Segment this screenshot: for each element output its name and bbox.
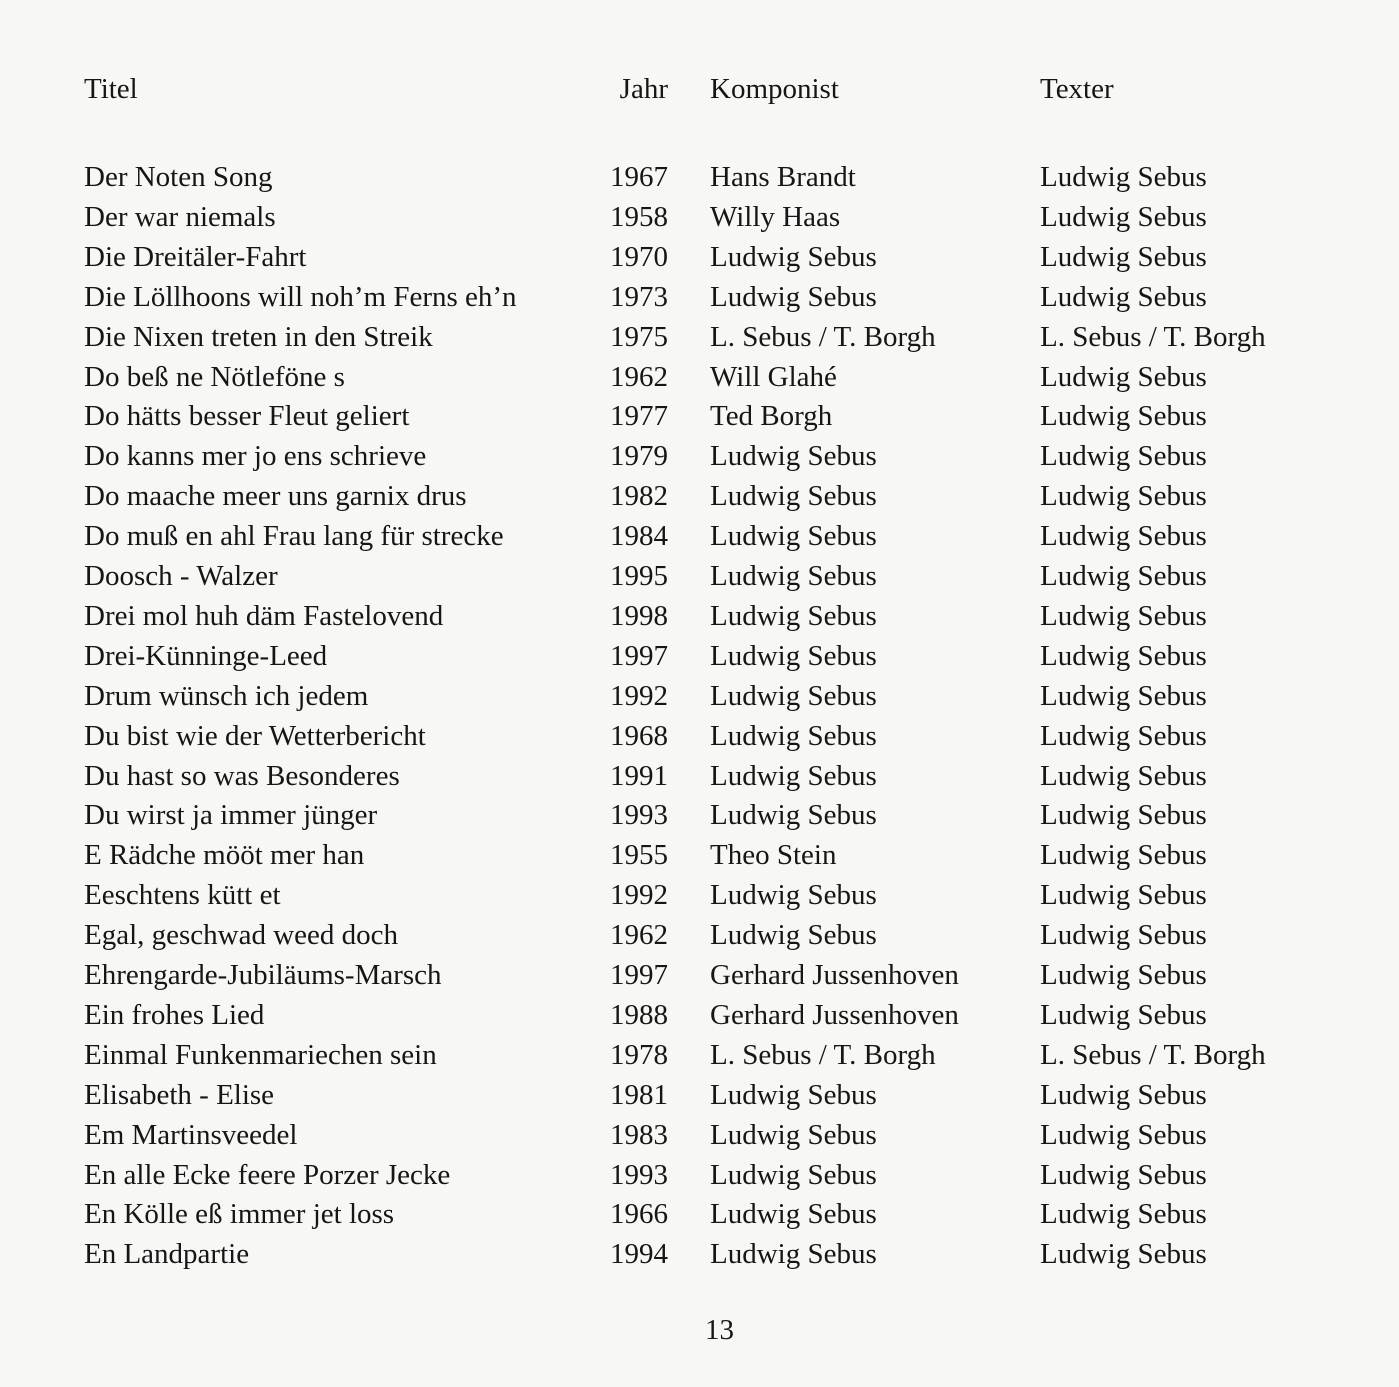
song-composer: Will Glahé — [710, 361, 837, 393]
table-row — [0, 157, 1399, 197]
song-lyricist: Ludwig Sebus — [1040, 241, 1207, 273]
song-composer: Ludwig Sebus — [710, 600, 877, 632]
song-lyricist: Ludwig Sebus — [1040, 1119, 1207, 1151]
song-composer: Gerhard Jussenhoven — [710, 959, 959, 991]
page-number-text: 13 — [705, 1314, 734, 1346]
table-row — [0, 317, 1399, 357]
song-title: Einmal Funkenmariechen sein — [84, 1039, 437, 1071]
header-lyricist: Texter — [1040, 73, 1114, 105]
song-lyricist: Ludwig Sebus — [1040, 480, 1207, 512]
song-composer: L. Sebus / T. Borgh — [710, 1039, 936, 1071]
song-composer: Ludwig Sebus — [710, 680, 877, 712]
song-lyricist: Ludwig Sebus — [1040, 1198, 1207, 1230]
song-lyricist: Ludwig Sebus — [1040, 161, 1207, 193]
table-row — [0, 795, 1399, 835]
table-row — [0, 1075, 1399, 1115]
song-composer: Ludwig Sebus — [710, 281, 877, 313]
song-composer: Ludwig Sebus — [710, 480, 877, 512]
song-title: Ehrengarde-Jubiläums-Marsch — [84, 959, 442, 991]
song-title: Do muß en ahl Frau lang für strecke — [84, 520, 504, 552]
table-row — [0, 835, 1399, 875]
song-lyricist: Ludwig Sebus — [1040, 1159, 1207, 1191]
song-lyricist: L. Sebus / T. Borgh — [1040, 1039, 1266, 1071]
song-year: 1988 — [610, 999, 668, 1031]
song-year: 1973 — [610, 281, 668, 313]
table-row — [0, 955, 1399, 995]
song-lyricist: L. Sebus / T. Borgh — [1040, 321, 1266, 353]
song-lyricist: Ludwig Sebus — [1040, 640, 1207, 672]
song-year: 1984 — [610, 520, 668, 552]
song-title: Drei-Künninge-Leed — [84, 640, 328, 672]
song-composer: L. Sebus / T. Borgh — [710, 321, 936, 353]
song-composer: Ludwig Sebus — [710, 760, 877, 792]
song-year: 1993 — [610, 799, 668, 831]
song-title: En Landpartie — [84, 1238, 250, 1270]
song-composer: Ludwig Sebus — [710, 1119, 877, 1151]
song-composer: Ludwig Sebus — [710, 879, 877, 911]
song-composer: Ludwig Sebus — [710, 799, 877, 831]
song-lyricist: Ludwig Sebus — [1040, 361, 1207, 393]
song-year: 1978 — [610, 1039, 668, 1071]
song-lyricist: Ludwig Sebus — [1040, 879, 1207, 911]
song-title: Em Martinsveedel — [84, 1119, 298, 1151]
song-lyricist: Ludwig Sebus — [1040, 520, 1207, 552]
song-lyricist: Ludwig Sebus — [1040, 1079, 1207, 1111]
song-composer: Gerhard Jussenhoven — [710, 999, 959, 1031]
song-title: Do hätts besser Fleut geliert — [84, 400, 410, 432]
song-title: Du wirst ja immer jünger — [84, 799, 378, 831]
song-year: 1995 — [610, 560, 668, 592]
song-year: 1967 — [610, 161, 668, 193]
song-year: 1981 — [610, 1079, 668, 1111]
song-title: Der war niemals — [84, 201, 276, 233]
table-row — [0, 556, 1399, 596]
table-row — [0, 357, 1399, 397]
song-title: Die Nixen treten in den Streik — [84, 321, 433, 353]
song-lyricist: Ludwig Sebus — [1040, 799, 1207, 831]
song-title: Drei mol huh däm Fastelovend — [84, 600, 444, 632]
song-lyricist: Ludwig Sebus — [1040, 720, 1207, 752]
table-row — [0, 516, 1399, 556]
song-title: Der Noten Song — [84, 161, 273, 193]
song-year: 1977 — [610, 400, 668, 432]
song-year: 1997 — [610, 640, 668, 672]
song-year: 1992 — [610, 879, 668, 911]
song-composer: Willy Haas — [710, 201, 841, 233]
table-row — [0, 197, 1399, 237]
song-year: 1958 — [610, 201, 668, 233]
table-row — [0, 436, 1399, 476]
header-composer: Komponist — [710, 73, 839, 105]
song-title: Elisabeth - Elise — [84, 1079, 275, 1111]
song-composer: Ludwig Sebus — [710, 520, 877, 552]
song-composer: Ludwig Sebus — [710, 640, 877, 672]
song-lyricist: Ludwig Sebus — [1040, 999, 1207, 1031]
song-composer: Ludwig Sebus — [710, 1159, 877, 1191]
table-row — [0, 1194, 1399, 1234]
song-year: 1982 — [610, 480, 668, 512]
song-title: Du hast so was Besonderes — [84, 760, 400, 792]
song-composer: Ludwig Sebus — [710, 560, 877, 592]
song-year: 1962 — [610, 919, 668, 951]
table-row — [0, 875, 1399, 915]
song-year: 1993 — [610, 1159, 668, 1191]
song-composer: Theo Stein — [710, 839, 837, 871]
page-number — [0, 1312, 1399, 1348]
table-row — [0, 1115, 1399, 1155]
song-composer: Ludwig Sebus — [710, 1198, 877, 1230]
table-row — [0, 1035, 1399, 1075]
song-composer: Hans Brandt — [710, 161, 856, 193]
song-lyricist: Ludwig Sebus — [1040, 959, 1207, 991]
song-year: 1979 — [610, 440, 668, 472]
song-composer: Ludwig Sebus — [710, 241, 877, 273]
song-title: Die Dreitäler-Fahrt — [84, 241, 307, 273]
song-lyricist: Ludwig Sebus — [1040, 680, 1207, 712]
song-lyricist: Ludwig Sebus — [1040, 760, 1207, 792]
header-title: Titel — [84, 73, 138, 105]
song-title: E Rädche mööt mer han — [84, 839, 365, 871]
song-composer: Ludwig Sebus — [710, 1238, 877, 1270]
song-title: Ein frohes Lied — [84, 999, 265, 1031]
song-lyricist: Ludwig Sebus — [1040, 400, 1207, 432]
song-title: Drum wünsch ich jedem — [84, 680, 369, 712]
table-row — [0, 915, 1399, 955]
song-year: 1962 — [610, 361, 668, 393]
table-row — [0, 396, 1399, 436]
song-year: 1992 — [610, 680, 668, 712]
song-composer: Ted Borgh — [710, 400, 833, 432]
song-year: 1994 — [610, 1238, 668, 1270]
table-row — [0, 277, 1399, 317]
song-title: En alle Ecke feere Porzer Jecke — [84, 1159, 451, 1191]
table-row — [0, 756, 1399, 796]
song-title: En Kölle eß immer jet loss — [84, 1198, 395, 1230]
song-composer: Ludwig Sebus — [710, 720, 877, 752]
table-row — [0, 476, 1399, 516]
table-header — [0, 69, 1399, 109]
song-lyricist: Ludwig Sebus — [1040, 919, 1207, 951]
song-lyricist: Ludwig Sebus — [1040, 281, 1207, 313]
table-row — [0, 995, 1399, 1035]
song-year: 1968 — [610, 720, 668, 752]
song-lyricist: Ludwig Sebus — [1040, 839, 1207, 871]
table-row — [0, 636, 1399, 676]
song-composer: Ludwig Sebus — [710, 1079, 877, 1111]
song-title: Doosch - Walzer — [84, 560, 278, 592]
table-row — [0, 1234, 1399, 1274]
song-year: 1955 — [610, 839, 668, 871]
song-title: Do kanns mer jo ens schrieve — [84, 440, 427, 472]
song-title: Egal, geschwad weed doch — [84, 919, 399, 951]
song-title: Eeschtens kütt et — [84, 879, 281, 911]
song-year: 1966 — [610, 1198, 668, 1230]
table-row — [0, 596, 1399, 636]
song-composer: Ludwig Sebus — [710, 440, 877, 472]
song-year: 1970 — [610, 241, 668, 273]
song-year: 1991 — [610, 760, 668, 792]
song-title: Do beß ne Nötleföne s — [84, 361, 345, 393]
song-lyricist: Ludwig Sebus — [1040, 600, 1207, 632]
song-year: 1997 — [610, 959, 668, 991]
table-row — [0, 716, 1399, 756]
song-lyricist: Ludwig Sebus — [1040, 201, 1207, 233]
table-row — [0, 676, 1399, 716]
song-lyricist: Ludwig Sebus — [1040, 560, 1207, 592]
song-year: 1983 — [610, 1119, 668, 1151]
song-lyricist: Ludwig Sebus — [1040, 1238, 1207, 1270]
song-title: Do maache meer uns garnix drus — [84, 480, 467, 512]
song-year: 1975 — [610, 321, 668, 353]
song-year: 1998 — [610, 600, 668, 632]
table-row — [0, 1155, 1399, 1195]
table-row — [0, 237, 1399, 277]
song-title: Die Löllhoons will noh’m Ferns eh’n — [84, 281, 517, 313]
song-title: Du bist wie der Wetterbericht — [84, 720, 426, 752]
song-composer: Ludwig Sebus — [710, 919, 877, 951]
header-year: Jahr — [619, 73, 668, 105]
song-lyricist: Ludwig Sebus — [1040, 440, 1207, 472]
